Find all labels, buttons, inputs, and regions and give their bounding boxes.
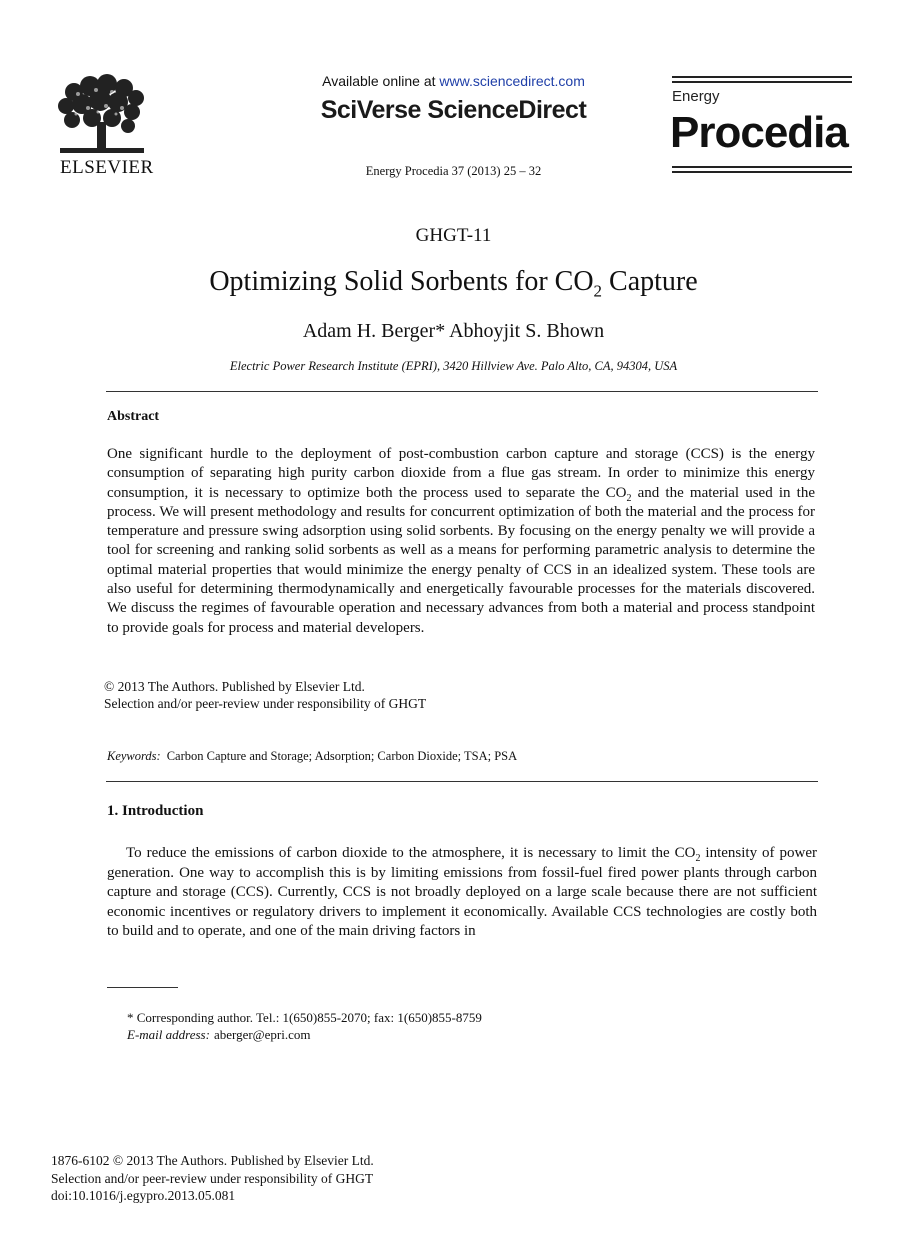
divider-bottom [106,781,818,782]
copyright-line-1: © 2013 The Authors. Published by Elsevier Ltd. [104,679,365,694]
introduction-heading: 1. Introduction [107,803,204,819]
sciencedirect-link[interactable]: www.sciencedirect.com [439,73,585,89]
abstract-heading: Abstract [107,409,160,424]
journal-name-large: Procedia [670,108,848,157]
paper-title [0,266,907,302]
doi[interactable]: doi:10.1016/j.egypro.2013.05.081 [51,1188,236,1203]
divider-top [106,391,818,392]
footnote-email [127,1027,311,1043]
abstract-body [107,445,815,638]
affiliation: Electric Power Research Institute (EPRI), 3420 Hillview Ave. Palo Alto, CA, 94304, USA [229,359,678,373]
intro-text-a: To reduce the emissions of carbon dioxide to the atmosphere, it is necessary to limit the CO [126,845,696,861]
bottom-publication-info [51,1152,374,1205]
footnote-rule [107,987,178,988]
intro-text-b: intensity of power generation. One way to accomplish this is by limiting emissions from fossil-fuel fired power plants through carbon capture and storage (CCS). Currently, CCS is not broadly deployed on a large scale because there are not sufficient economic incentives or regulatory drivers to implement it economically. Available CCS technologies are costly both to build and to operate, and one of the main driving factors in [107,845,817,939]
email-address[interactable]: aberger@epri.com [213,1027,311,1042]
journal-rule-bottom-2 [672,171,852,173]
keywords [107,749,517,764]
copyright-line-2: Selection and/or peer-review under responsibility of GHGT [104,696,427,711]
journal-rule-top-2 [672,81,852,83]
available-online-prefix: Available online at [322,73,440,89]
abstract-copyright [104,678,426,712]
keywords-label: Keywords: [107,749,161,763]
journal-rule-bottom-1 [672,166,852,168]
platform-wordmark: SciVerse ScienceDirect [320,96,587,124]
issn-copyright: 1876-6102 © 2013 The Authors. Published by Elsevier Ltd. [51,1153,374,1168]
keywords-values: Carbon Capture and Storage; Adsorption; Carbon Dioxide; TSA; PSA [166,749,518,763]
abstract-text-a: One significant hurdle to the deployment of post-combustion carbon capture and storage (CCS) is the energy consumption of separating high purity carbon dioxide from a flue gas stream. In order to minimize this energy consumption, it is necessary to optimize both the process used to separate the CO [107,446,815,501]
intro-subscript: 2 [695,853,701,864]
journal-name-small: Energy [672,88,720,105]
abstract-subscript: 2 [626,492,632,504]
title-subscript: 2 [593,281,603,301]
abstract-text-b: and the material used in the process. We will present methodology and results for concurrent optimization of both the material and the process for temperature and pressure swing adsorption using solid sorbents. By focusing on the energy penalty we will provide a tool for screening and ranking solid sorbents as well as a means for performing parametric analysis to determine the optimal material properties that would minimize the energy penalty of CCS in an idealized system. These tools are also useful for determining thermodynamically and energetically favourable processes for the materials discovered. We discuss the regimes of favourable operation and necessary advances from both a material and process standpoint to provide goals for process and material developers. [107,484,815,636]
introduction-body [107,844,817,942]
title-text-post: Capture [602,266,698,297]
peer-review-line: Selection and/or peer-review under responsibility of GHGT [51,1170,374,1186]
author-list: Adam H. Berger* Abhoyjit S. Bhown [302,320,605,342]
journal-rule-top-1 [672,76,852,78]
email-label: E-mail address: [127,1027,210,1042]
elsevier-wordmark: ELSEVIER [60,157,154,178]
journal-citation: Energy Procedia 37 (2013) 25 – 32 [365,164,542,178]
footnote-corresponding: * Corresponding author. Tel.: 1(650)855-2070; fax: 1(650)855-8759 [127,1010,482,1025]
title-text-pre: Optimizing Solid Sorbents for CO [209,266,594,297]
conference-name: GHGT-11 [415,225,492,246]
